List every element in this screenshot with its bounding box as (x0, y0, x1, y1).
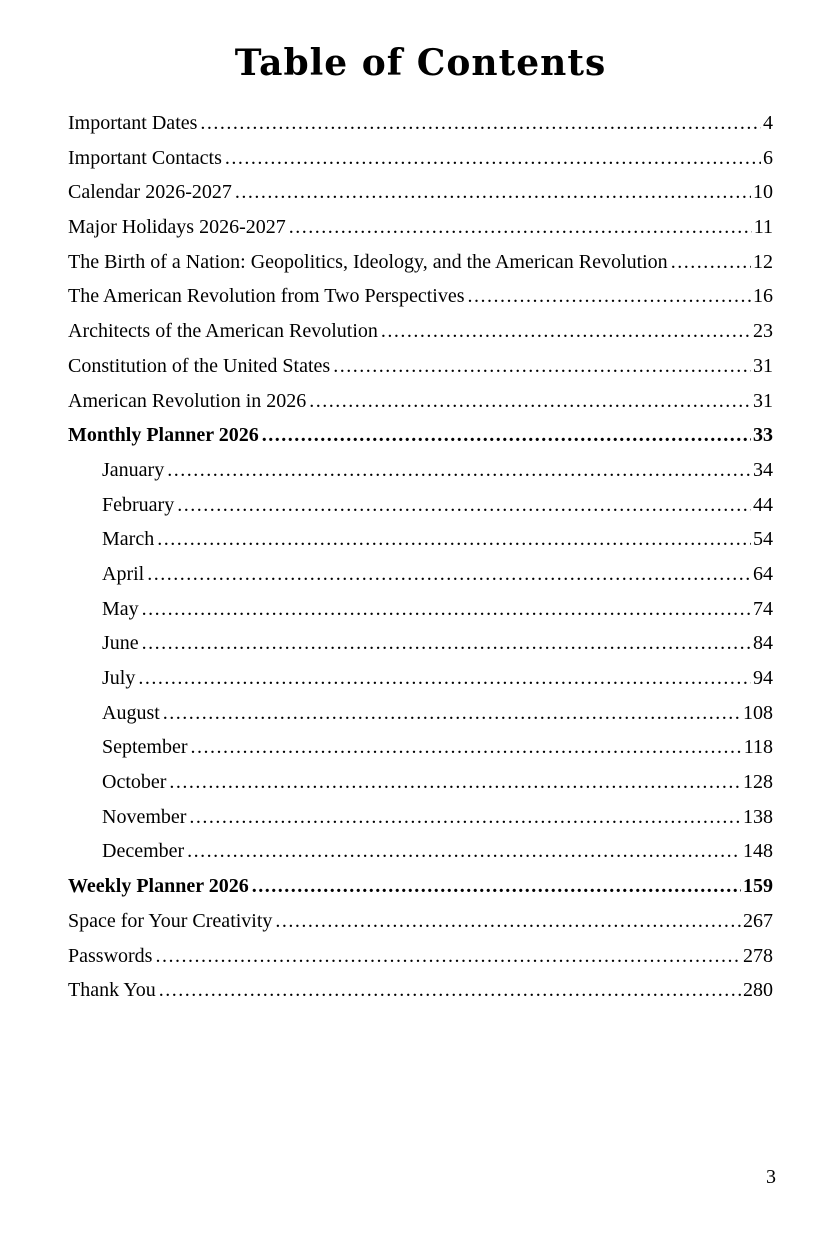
toc-entry-page: 108 (743, 701, 773, 724)
toc-entry[interactable] (68, 904, 773, 939)
toc-entry-page: 267 (743, 909, 773, 932)
toc-entry[interactable] (68, 626, 773, 661)
toc-entry-label: Space for Your Creativity (68, 909, 273, 932)
toc-entry[interactable] (68, 418, 773, 453)
toc-entry[interactable] (68, 141, 773, 176)
toc-dot-leader (189, 800, 741, 835)
toc-entry[interactable] (68, 973, 773, 1008)
toc-entry[interactable] (68, 869, 773, 904)
toc-dot-leader (163, 696, 741, 731)
toc-dot-leader (333, 349, 751, 384)
toc-entry-label: February (102, 493, 175, 516)
toc-entry-label: May (102, 597, 139, 620)
toc-entry-label: March (102, 528, 155, 551)
toc-entry[interactable] (68, 106, 773, 141)
toc-entry-page: 31 (753, 354, 773, 377)
toc-entry-label: January (102, 458, 165, 481)
toc-entry-label: Architects of the American Revolution (68, 320, 378, 343)
toc-dot-leader (235, 175, 751, 210)
toc-dot-leader (138, 661, 751, 696)
toc-entry-label: December (102, 840, 185, 863)
toc-dot-leader (309, 384, 751, 419)
toc-dot-leader (142, 626, 751, 661)
toc-dot-leader (381, 314, 751, 349)
toc-entry-label: June (102, 632, 139, 655)
toc-entry-label: Major Holidays 2026-2027 (68, 216, 286, 239)
footer-page-number: 3 (766, 1166, 776, 1188)
toc-dot-leader (671, 245, 751, 280)
toc-dot-leader (187, 834, 741, 869)
toc-entry-label: Calendar 2026-2027 (68, 181, 232, 204)
toc-entry-page: 6 (763, 146, 773, 169)
toc-entry[interactable] (68, 210, 773, 245)
toc-entry-page: 278 (743, 944, 773, 967)
toc-entry-label: Monthly Planner 2026 (68, 424, 259, 447)
toc-entry-page: 4 (763, 112, 773, 134)
toc-dot-leader (159, 973, 741, 1008)
toc-entry-page: 16 (753, 285, 773, 308)
toc-entry[interactable] (68, 661, 773, 696)
toc-entry-page: 33 (753, 424, 773, 447)
toc-entry[interactable] (68, 349, 773, 384)
toc-entry-page: 138 (743, 805, 773, 828)
toc-entry[interactable] (68, 245, 773, 280)
toc-entry[interactable] (68, 453, 773, 488)
toc-entry[interactable] (68, 696, 773, 731)
toc-dot-leader (155, 939, 741, 974)
toc-dot-leader (252, 869, 741, 904)
toc-entry[interactable] (68, 730, 773, 765)
toc-entry-page: 31 (753, 389, 773, 412)
toc-entry-label: Passwords (68, 944, 153, 967)
toc-entry-label: American Revolution in 2026 (68, 389, 307, 412)
toc-entry[interactable] (68, 834, 773, 869)
toc-entry-page: 118 (743, 736, 773, 759)
toc-entry[interactable] (68, 384, 773, 419)
toc-entry-page: 280 (743, 979, 773, 1002)
toc-entry-label: April (102, 562, 145, 585)
toc-dot-leader (157, 522, 751, 557)
toc-entry-label: Important Dates (68, 112, 198, 134)
toc-dot-leader (467, 279, 751, 314)
toc-dot-leader (142, 592, 751, 627)
toc-entry[interactable] (68, 314, 773, 349)
toc-entry-page: 94 (753, 667, 773, 689)
toc-dot-leader (200, 106, 761, 141)
toc-entry-label: The Birth of a Nation: Geopolitics, Ideology, and the American Revolution (68, 250, 668, 273)
toc-dot-leader (147, 557, 751, 592)
toc-entry-page: 34 (753, 458, 773, 481)
toc-list (68, 106, 773, 1008)
toc-entry-label: Thank You (68, 979, 156, 1002)
toc-dot-leader (225, 141, 761, 176)
toc-entry[interactable] (68, 279, 773, 314)
toc-entry[interactable] (68, 800, 773, 835)
toc-dot-leader (191, 730, 742, 765)
toc-entry[interactable] (68, 939, 773, 974)
toc-entry-label: The American Revolution from Two Perspectives (68, 285, 465, 308)
toc-entry-page: 84 (753, 632, 773, 655)
toc-dot-leader (177, 488, 751, 523)
page-title: Table of Contents (234, 42, 607, 84)
toc-entry[interactable] (68, 522, 773, 557)
toc-dot-leader (167, 453, 751, 488)
toc-dot-leader (289, 210, 752, 245)
toc-entry-label: October (102, 771, 167, 794)
toc-entry-page: 159 (743, 875, 773, 898)
toc-entry-page: 12 (753, 250, 773, 273)
toc-entry[interactable] (68, 488, 773, 523)
toc-entry[interactable] (68, 175, 773, 210)
toc-dot-leader (262, 418, 751, 453)
toc-entry[interactable] (68, 592, 773, 627)
toc-entry-page: 148 (743, 840, 773, 863)
toc-entry-page: 128 (743, 771, 773, 794)
toc-entry-label: September (102, 736, 188, 759)
toc-entry-page: 10 (753, 181, 773, 204)
toc-entry[interactable] (68, 557, 773, 592)
toc-entry-page: 74 (753, 597, 773, 620)
toc-entry-page: 64 (753, 562, 773, 585)
toc-entry-label: Weekly Planner 2026 (68, 875, 249, 898)
toc-entry-label: Important Contacts (68, 146, 222, 169)
toc-entry-label: November (102, 805, 187, 828)
toc-entry[interactable] (68, 765, 773, 800)
toc-dot-leader (275, 904, 741, 939)
toc-entry-page: 23 (753, 320, 773, 343)
toc-dot-leader (169, 765, 741, 800)
toc-entry-page: 11 (753, 216, 773, 239)
toc-entry-page: 54 (753, 528, 773, 551)
toc-entry-label: August (102, 701, 160, 724)
toc-entry-label: Constitution of the United States (68, 354, 331, 377)
toc-entry-label: July (102, 667, 136, 689)
toc-entry-page: 44 (753, 493, 773, 516)
